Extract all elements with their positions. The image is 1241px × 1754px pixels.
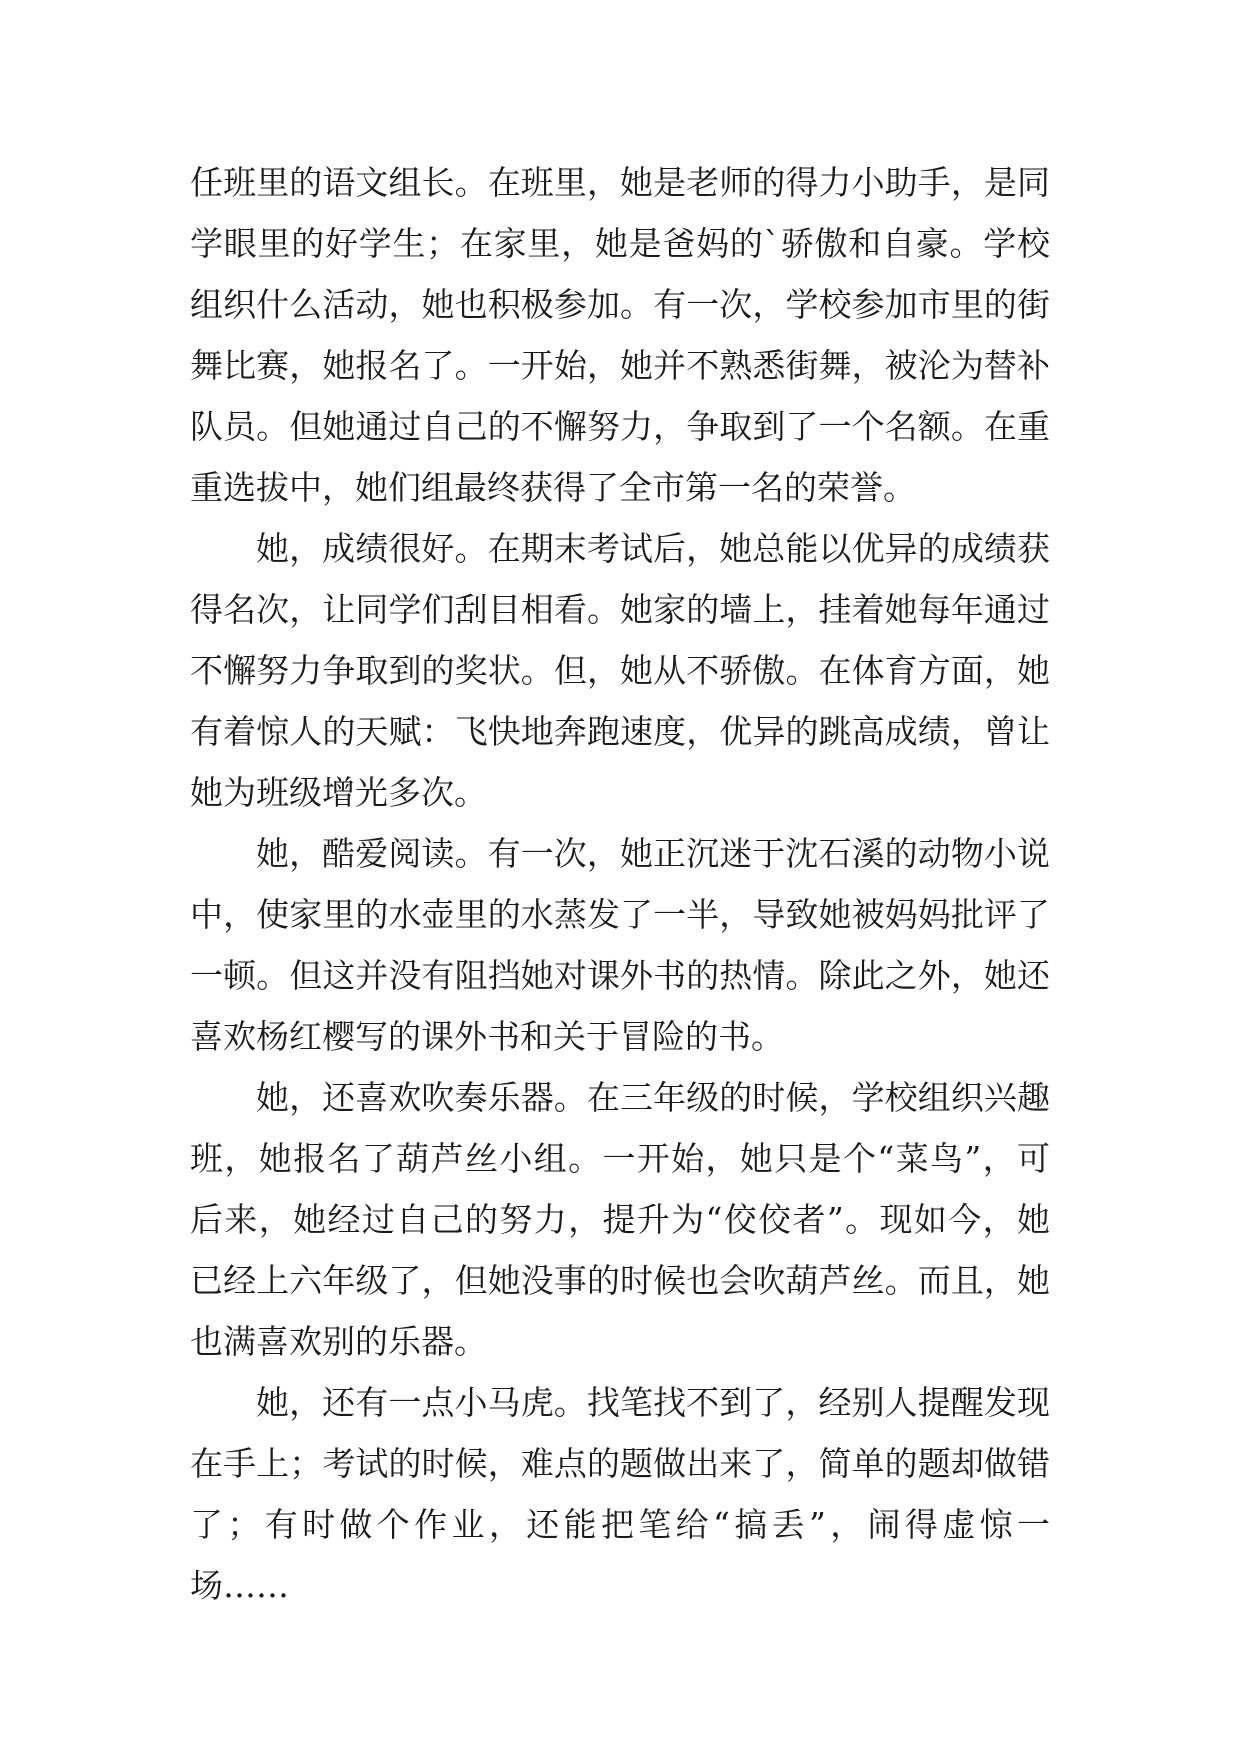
text-line: 场…… bbox=[190, 1566, 289, 1605]
text-line: 已经上六年级了，但她没事的时候也会吹葫芦丝。而且，她 bbox=[190, 1261, 1050, 1300]
text-line: 一顿。但这并没有阻挡她对课外书的热情。除此之外，她还 bbox=[190, 956, 1050, 995]
text-line: 重选拔中，她们组最终获得了全市第一名的荣誉。 bbox=[190, 468, 916, 507]
text-line: 她为班级增光多次。 bbox=[190, 773, 487, 812]
text-line: 班，她报名了葫芦丝小组。一开始，她只是个“菜鸟”，可 bbox=[190, 1139, 1050, 1178]
paragraph-first-line: 她，成绩很好。在期末考试后，她总能以优异的成绩获 bbox=[256, 529, 1050, 568]
text-line: 舞比赛，她报名了。一开始，她并不熟悉街舞，被沦为替补 bbox=[190, 346, 1050, 385]
text-line: 有着惊人的天赋：飞快地奔跑速度，优异的跳高成绩，曾让 bbox=[190, 712, 1050, 751]
text-line: 组织什么活动，她也积极参加。有一次，学校参加市里的街 bbox=[190, 285, 1050, 324]
text-line: 中，使家里的水壶里的水蒸发了一半，导致她被妈妈批评了 bbox=[190, 895, 1050, 934]
text-line: 也满喜欢别的乐器。 bbox=[190, 1322, 487, 1361]
text-line: 得名次，让同学们刮目相看。她家的墙上，挂着她每年通过 bbox=[190, 590, 1050, 629]
text-line: 后来，她经过自己的努力，提升为“佼佼者”。现如今，她 bbox=[190, 1200, 1050, 1239]
text-line: 任班里的语文组长。在班里，她是老师的得力小助手，是同 bbox=[190, 163, 1050, 202]
paragraph-first-line: 她，还有一点小马虎。找笔找不到了，经别人提醒发现 bbox=[256, 1383, 1050, 1422]
essay-body bbox=[190, 152, 1050, 1616]
text-line: 了；有时做个作业，还能把笔给“搞丢”，闹得虚惊一 bbox=[190, 1505, 1050, 1544]
text-line: 学眼里的好学生；在家里，她是爸妈的`骄傲和自豪。学校 bbox=[190, 224, 1050, 263]
paragraph-first-line: 她，还喜欢吹奏乐器。在三年级的时候，学校组织兴趣 bbox=[256, 1078, 1050, 1117]
text-line: 不懈努力争取到的奖状。但，她从不骄傲。在体育方面，她 bbox=[190, 651, 1050, 690]
text-line: 队员。但她通过自己的不懈努力，争取到了一个名额。在重 bbox=[190, 407, 1050, 446]
text-line: 喜欢杨红樱写的课外书和关于冒险的书。 bbox=[190, 1017, 784, 1056]
paragraph-first-line: 她，酷爱阅读。有一次，她正沉迷于沈石溪的动物小说 bbox=[256, 834, 1050, 873]
text-line: 在手上；考试的时候，难点的题做出来了，简单的题却做错 bbox=[190, 1444, 1050, 1483]
